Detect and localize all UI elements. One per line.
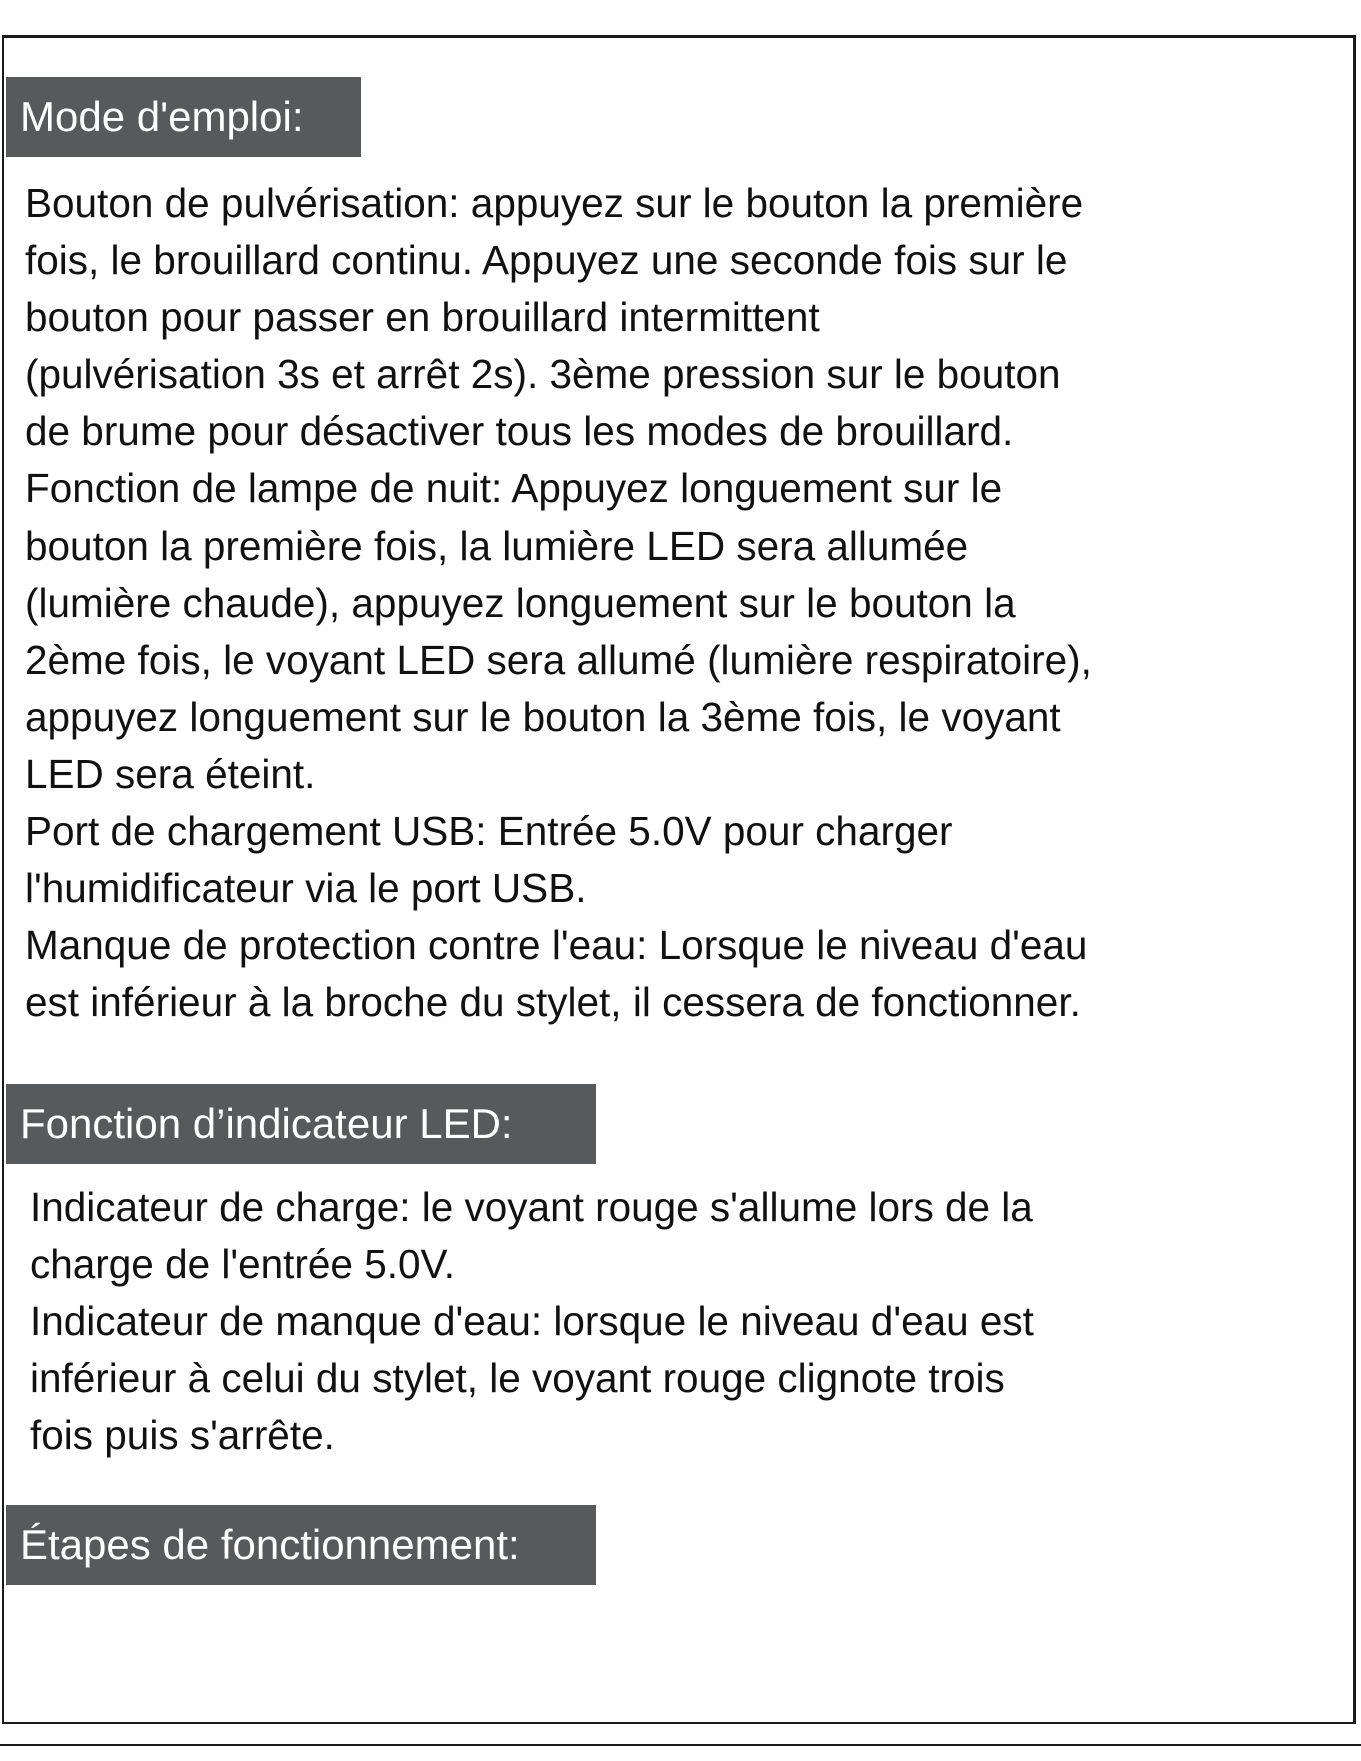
text-line: (pulvérisation 3s et arrêt 2s). 3ème pression sur le bouton (25, 351, 1061, 398)
indicateur-led-text (30, 1179, 1034, 1464)
text-line: inférieur à celui du stylet, le voyant rouge clignote trois (30, 1355, 1005, 1402)
text-line: de brume pour désactiver tous les modes de brouillard. (25, 408, 1014, 455)
text-line: fois, le brouillard continu. Appuyez une seconde fois sur le (25, 237, 1068, 284)
mode-emploi-text (25, 175, 1092, 1031)
text-line: Port de chargement USB: Entrée 5.0V pour charger (25, 808, 953, 855)
text-line: l'humidificateur via le port USB. (25, 865, 587, 912)
text-line: LED sera éteint. (25, 750, 316, 797)
text-line: Manque de protection contre l'eau: Lorsque le niveau d'eau (25, 922, 1088, 969)
text-line: est inférieur à la broche du stylet, il cessera de fonctionner. (25, 979, 1081, 1026)
bottom-divider (0, 1744, 1361, 1746)
text-line: 2ème fois, le voyant LED sera allumé (lumière respiratoire), (25, 636, 1092, 683)
text-line: (lumière chaude), appuyez longuement sur le bouton la (25, 579, 1016, 626)
text-line: appuyez longuement sur le bouton la 3ème fois, le voyant (25, 693, 1061, 740)
heading-indicateur-led: Fonction d’indicateur LED: (6, 1084, 596, 1164)
text-line: bouton la première fois, la lumière LED sera allumée (25, 522, 969, 569)
text-line: Indicateur de manque d'eau: lorsque le niveau d'eau est (30, 1298, 1034, 1345)
text-line: Bouton de pulvérisation: appuyez sur le bouton la première (25, 180, 1084, 226)
text-line: bouton pour passer en brouillard intermittent (25, 294, 820, 341)
text-line: fois puis s'arrête. (30, 1412, 335, 1459)
heading-etapes: Étapes de fonctionnement: (6, 1505, 596, 1585)
text-line: charge de l'entrée 5.0V. (30, 1241, 456, 1288)
heading-mode-emploi: Mode d'emploi: (6, 77, 361, 157)
text-line: Fonction de lampe de nuit: Appuyez longuement sur le (25, 465, 1003, 512)
text-line: Indicateur de charge: le voyant rouge s'allume lors de la (30, 1184, 1033, 1230)
